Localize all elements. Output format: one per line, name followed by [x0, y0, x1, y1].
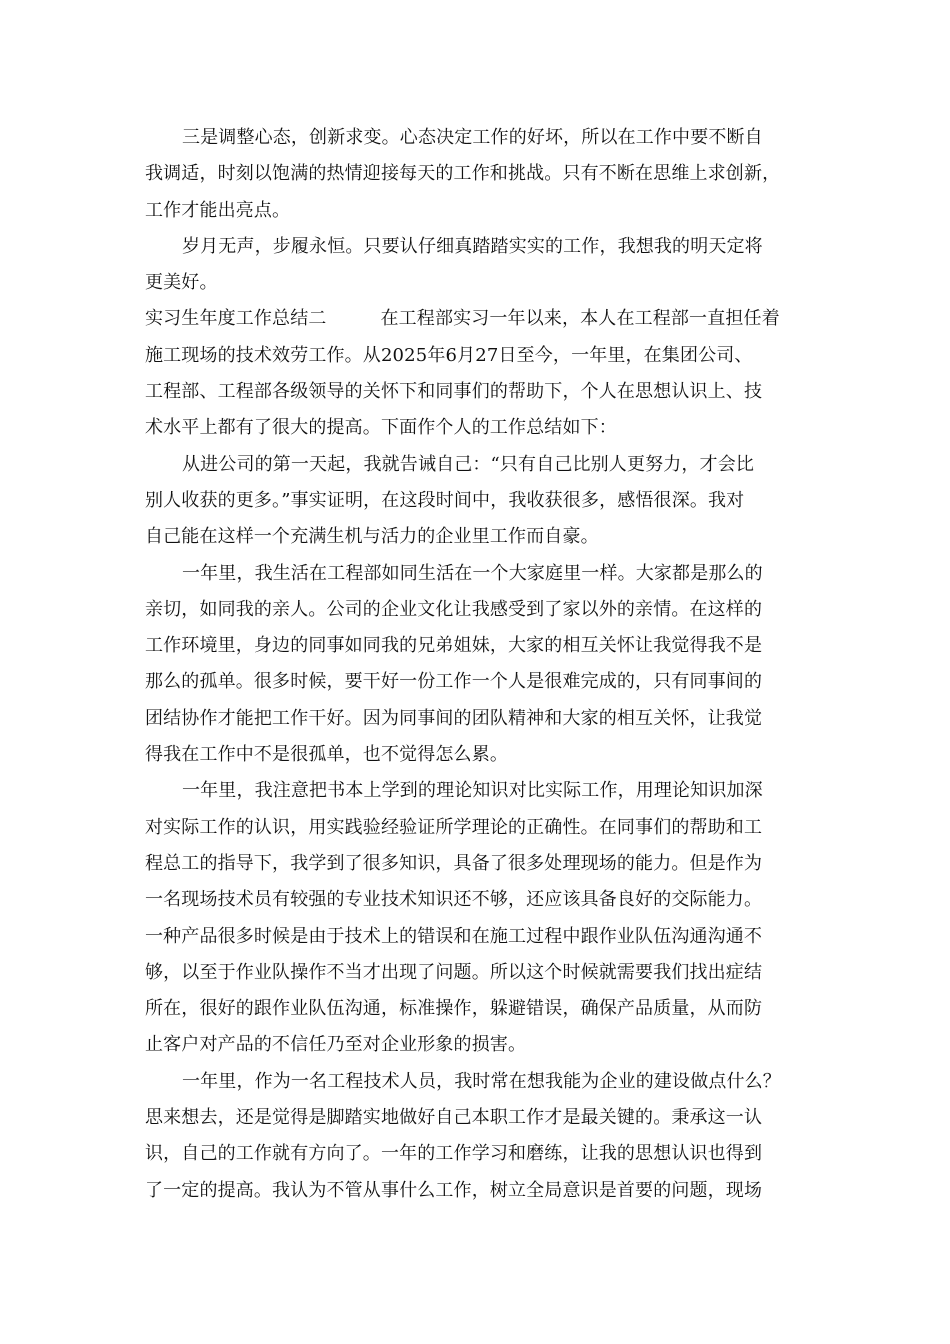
paragraph-adjust-mindset	[145, 120, 810, 229]
text-line: 了一定的提高。我认为不管从事什么工作，树立全局意识是首要的问题，现场	[145, 1179, 763, 1201]
text-line: 自己能在这样一个充满生机与活力的企业里工作而自豪。	[145, 526, 599, 548]
text-line: 程总工的指导下，我学到了很多知识，具备了很多处理现场的能力。但是作为	[145, 852, 763, 874]
paragraph-theory-practice	[145, 773, 810, 1063]
text-line: 止客户对产品的不信任乃至对企业形象的损害。	[145, 1034, 527, 1056]
paragraph-first-day	[145, 447, 810, 556]
text-line: 一年里，作为一名工程技术人员，我时常在想我能为企业的建设做点什么？	[182, 1070, 781, 1092]
text-line: 得我在工作中不是很孤单，也不觉得怎么累。	[145, 744, 508, 766]
text-line: 别人收获的更多。”事实证明，在这段时间中，我收获很多，感悟很深。我对	[145, 489, 745, 511]
text-line: 三是调整心态，创新求变。心态决定工作的好坏，所以在工作中要不断自	[182, 127, 763, 148]
section-title: 实习生年度工作总结二	[145, 308, 327, 330]
text-line: 亲切，如同我的亲人。公司的企业文化让我感受到了家以外的亲情。在这样的	[145, 598, 763, 620]
text-line: 那么的孤单。很多时候，要干好一份工作一个人是很难完成的，只有同事间的	[145, 671, 763, 693]
text-line: 所在，很好的跟作业队伍沟通，标准操作，躲避错误，确保产品质量，从而防	[145, 998, 763, 1020]
document-body	[145, 120, 810, 1209]
paragraph-big-family	[145, 556, 810, 774]
text-line: 我调适，时刻以饱满的热情迎接每天的工作和挑战。只有不断在思维上求创新，	[145, 163, 781, 185]
text-line: 施工现场的技术效劳工作。从2025年6月27日至今，一年里，在集团公司、	[145, 344, 753, 366]
paragraph-summary-two	[145, 301, 810, 446]
text-line: 从进公司的第一天起，我就告诫自己：“只有自己比别人更努力，才会比	[182, 453, 754, 475]
paragraph-years-silent	[145, 229, 810, 302]
text-line: 识，自己的工作就有方向了。一年的工作学习和磨练，让我的思想认识也得到	[145, 1143, 763, 1165]
text-line: 够，以至于作业队操作不当才出现了问题。所以这个时候就需要我们找出症结	[145, 961, 763, 983]
text-line: 思来想去，还是觉得是脚踏实地做好自己本职工作才是最关键的。秉承这一认	[145, 1107, 763, 1129]
text-line: 工作才能出亮点。	[145, 199, 291, 221]
text-line: 岁月无声，步履永恒。只要认仔细真踏踏实实的工作，我想我的明天定将	[182, 235, 763, 257]
text-fragment: 在工程部实习一年以来，本人在工程部一直担任着	[380, 308, 780, 330]
text-line: 团结协作才能把工作干好。因为同事间的团队精神和大家的相互关怀，让我觉	[145, 707, 763, 729]
text-line: 一年里，我生活在工程部如同生活在一个大家庭里一样。大家都是那么的	[182, 562, 763, 584]
text-line: 工程部、工程部各级领导的关怀下和同事们的帮助下，个人在思想认识上、技	[145, 381, 763, 403]
text-line: 对实际工作的认识，用实践验经验证所学理论的正确性。在同事们的帮助和工	[145, 816, 763, 838]
text-line	[145, 301, 810, 337]
text-line: 工作环境里，身边的同事如同我的兄弟姐妹，大家的相互关怀让我觉得我不是	[145, 635, 763, 657]
paragraph-engineering-role	[145, 1064, 810, 1209]
text-line: 更美好。	[145, 272, 218, 294]
text-line: 一名现场技术员有较强的专业技术知识还不够，还应该具备良好的交际能力。	[145, 889, 763, 911]
text-line: 一种产品很多时候是由于技术上的错误和在施工过程中跟作业队伍沟通沟通不	[145, 925, 763, 947]
text-line: 一年里，我注意把书本上学到的理论知识对比实际工作，用理论知识加深	[182, 780, 763, 802]
text-line: 术水平上都有了很大的提高。下面作个人的工作总结如下：	[145, 417, 617, 439]
